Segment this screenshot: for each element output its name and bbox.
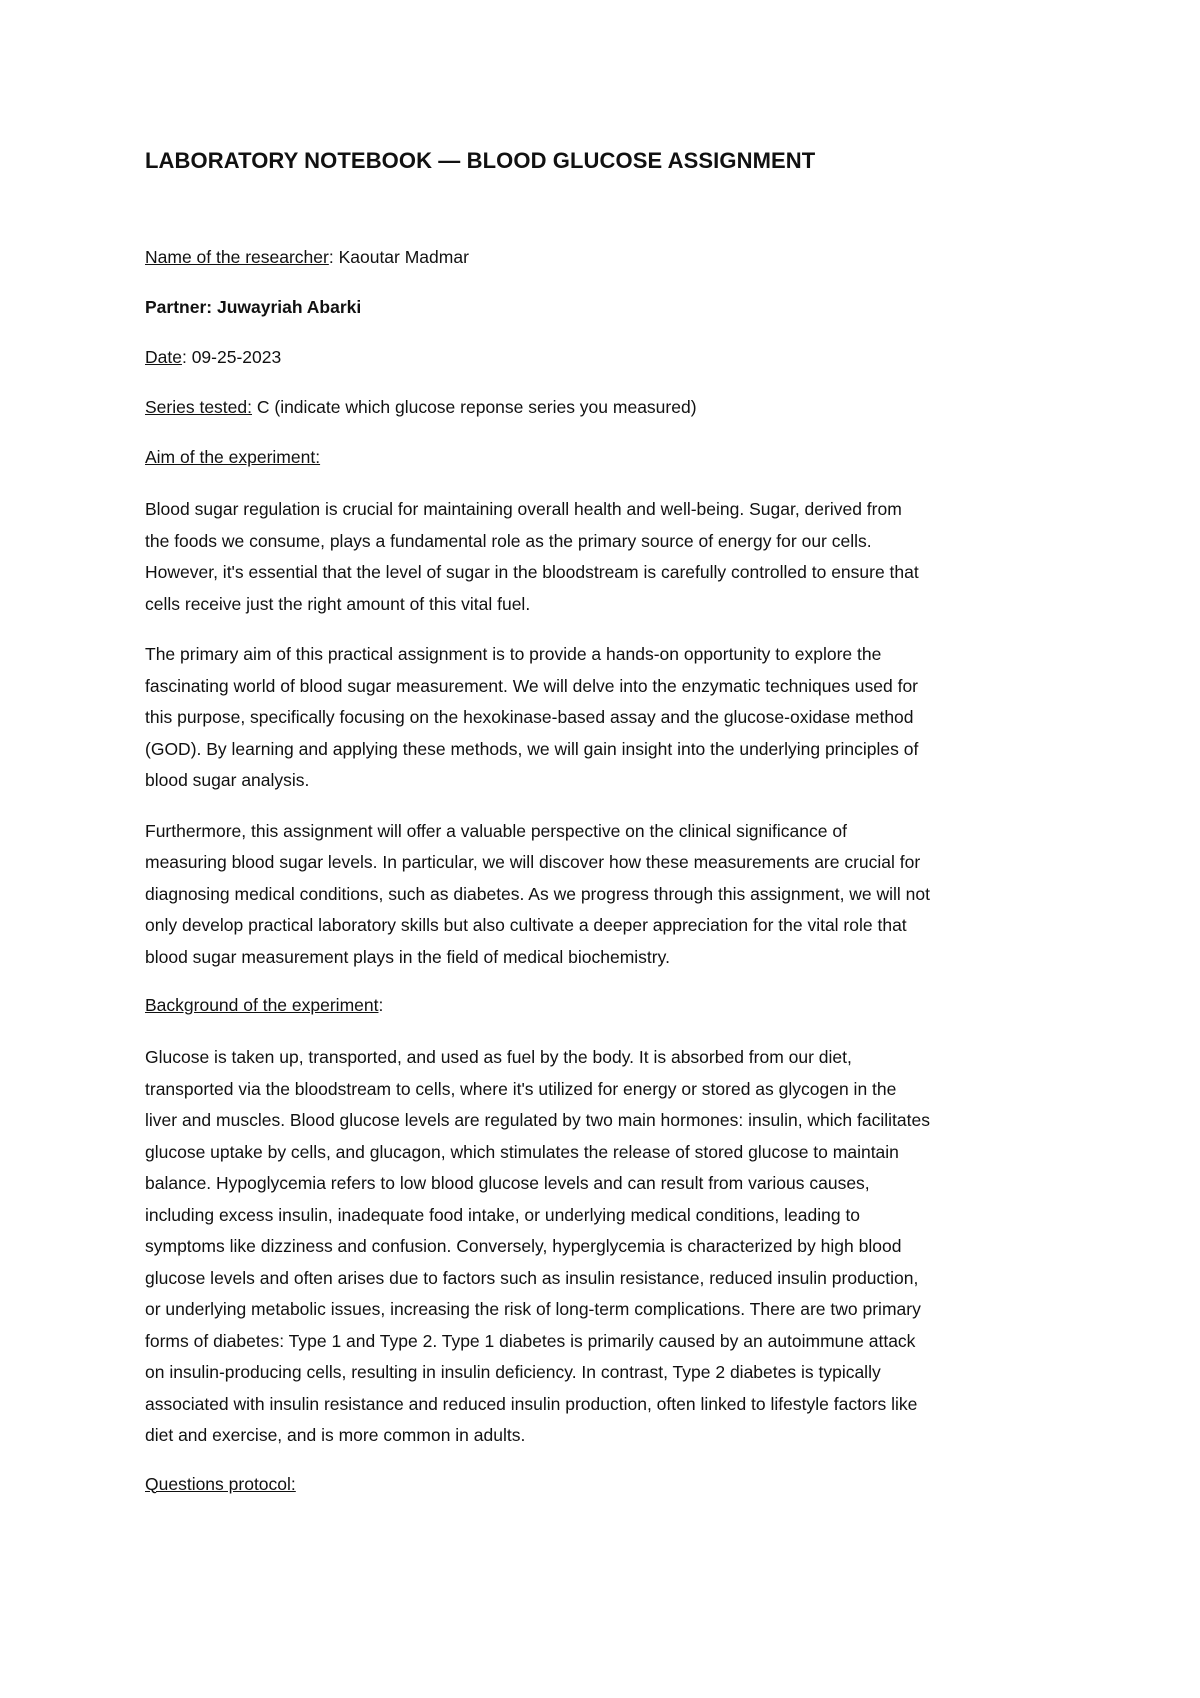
date-label: Date [145, 347, 182, 367]
date-value: 09-25-2023 [191, 347, 282, 367]
background-paragraph-1 [145, 1042, 1070, 1452]
text-line: The primary aim of this practical assignment is to provide a hands-on opportunity to explore the [145, 644, 882, 664]
document-content [145, 148, 1070, 1521]
text-line: glucose uptake by cells, and glucagon, which stimulates the release of stored glucose to maintain [145, 1141, 899, 1162]
background-heading-suffix: : [378, 995, 384, 1015]
text-line: balance. Hypoglycemia refers to low blood glucose levels and can result from various causes, [145, 1173, 870, 1193]
text-line: on insulin-producing cells, resulting in insulin deficiency. In contrast, Type 2 diabetes is typically [145, 1362, 881, 1382]
text-line: Furthermore, this assignment will offer a valuable perspective on the clinical significance of [145, 820, 847, 841]
questions-heading: Questions protocol: [145, 1473, 296, 1494]
aim-paragraph-3 [145, 816, 1070, 974]
background-heading-label: Background of the experiment [145, 995, 379, 1015]
text-line: this purpose, specifically focusing on the hexokinase-based assay and the glucose-oxidase method [145, 707, 914, 727]
date-separator: : [181, 347, 192, 367]
text-line: glucose levels and often arises due to factors such as insulin resistance, reduced insulin production, [145, 1267, 919, 1288]
text-line: transported via the bloodstream to cells, where it's utilized for energy or stored as glycogen in the [145, 1078, 897, 1099]
text-line: measuring blood sugar levels. In particular, we will discover how these measurements are crucial for [145, 852, 921, 872]
text-line: diagnosing medical conditions, such as diabetes. As we progress through this assignment, we will not [145, 883, 931, 904]
series-label: Series tested: [145, 397, 252, 417]
researcher-name: Kaoutar Madmar [338, 247, 469, 267]
researcher-separator: : [328, 247, 339, 267]
aim-section [145, 494, 1070, 973]
text-line: Blood sugar regulation is crucial for maintaining overall health and well-being. Sugar, derived from [145, 499, 902, 519]
document-title: LABORATORY NOTEBOOK — BLOOD GLUCOSE ASSIGNMENT [145, 148, 816, 173]
series-value: C (indicate which glucose reponse series you measured) [252, 397, 697, 417]
text-line: However, it's essential that the level of sugar in the bloodstream is carefully controlled to ensure that [145, 562, 919, 582]
series-field [145, 394, 1070, 420]
text-line: associated with insulin resistance and reduced insulin production, often linked to lifestyle factors like [145, 1393, 918, 1414]
text-line: blood sugar analysis. [145, 770, 310, 790]
text-line: blood sugar measurement plays in the field of medical biochemistry. [145, 946, 670, 967]
researcher-field [145, 244, 1070, 270]
partner-field: Partner: Juwayriah Abarki [145, 297, 362, 317]
researcher-label: Name of the researcher [145, 247, 329, 267]
text-line: (GOD). By learning and applying these methods, we will gain insight into the underlying principles of [145, 738, 919, 759]
text-line: Glucose is taken up, transported, and used as fuel by the body. It is absorbed from our diet, [145, 1047, 852, 1067]
text-line: diet and exercise, and is more common in adults. [145, 1425, 526, 1445]
date-field [145, 344, 1070, 370]
aim-heading: Aim of the experiment: [145, 447, 321, 467]
background-heading [145, 992, 1070, 1018]
text-line: cells receive just the right amount of this vital fuel. [145, 593, 531, 614]
background-section [145, 1042, 1070, 1452]
aim-paragraph-1 [145, 494, 1070, 620]
text-line: liver and muscles. Blood glucose levels are regulated by two main hormones: insulin, which facilitates [145, 1110, 930, 1130]
text-line: forms of diabetes: Type 1 and Type 2. Type 1 diabetes is primarily caused by an autoimmune attack [145, 1330, 916, 1351]
text-line: fascinating world of blood sugar measurement. We will delve into the enzymatic techniques used for [145, 675, 918, 696]
text-line: symptoms like dizziness and confusion. Conversely, hyperglycemia is characterized by high blood [145, 1236, 902, 1256]
text-line: including excess insulin, inadequate food intake, or underlying medical conditions, leading to [145, 1204, 861, 1225]
text-line: the foods we consume, plays a fundamental role as the primary source of energy for our cells. [145, 530, 872, 551]
text-line: or underlying metabolic issues, increasing the risk of long-term complications. There are two primary [145, 1299, 921, 1319]
text-line: only develop practical laboratory skills but also cultivate a deeper appreciation for the vital role that [145, 915, 907, 935]
aim-paragraph-2 [145, 639, 1070, 797]
